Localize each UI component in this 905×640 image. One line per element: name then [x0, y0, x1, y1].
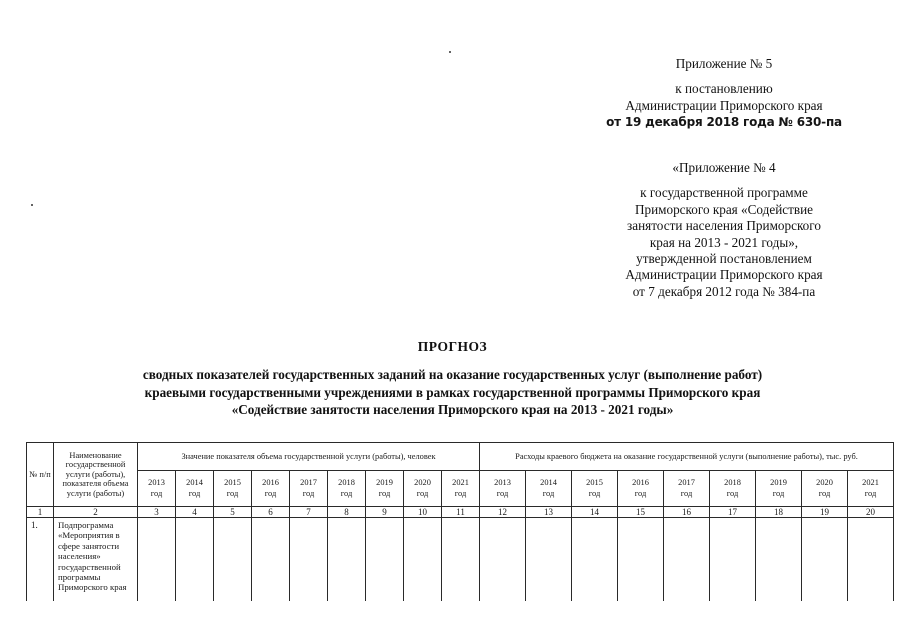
scan-speck	[31, 204, 33, 206]
row-number: 1.	[27, 518, 54, 602]
year-header: 2017 год	[290, 471, 328, 507]
year-header: 2017 год	[664, 471, 710, 507]
forecast-table	[26, 442, 894, 601]
program-appendix-block	[604, 160, 844, 300]
column-number: 15	[618, 507, 664, 518]
column-number: 20	[848, 507, 894, 518]
table-cell	[618, 518, 664, 602]
table-cell	[526, 518, 572, 602]
subtitle-line: «Содействие занятости населения Приморского края на 2013 - 2021 годы»	[231, 402, 674, 417]
table-cell	[848, 518, 894, 602]
year-header: 2021 год	[442, 471, 480, 507]
year-header: 2020 год	[802, 471, 848, 507]
year-header: 2015 год	[214, 471, 252, 507]
year-header: 2014 год	[526, 471, 572, 507]
column-header-number: № п/п	[27, 443, 54, 507]
column-group-budget: Расходы краевого бюджета на оказание государственной услуги (выполнение работы), тыс. руб.	[480, 443, 894, 471]
program-appendix-line: к государственной программе	[640, 185, 808, 201]
table-cell	[404, 518, 442, 602]
table-cell	[802, 518, 848, 602]
column-number: 7	[290, 507, 328, 518]
program-appendix-line: Приморского края «Содействие	[634, 201, 814, 217]
scan-speck	[449, 51, 451, 53]
document-subtitle	[0, 366, 905, 419]
table-cell	[664, 518, 710, 602]
program-appendix-line: утвержденной постановлением	[636, 251, 812, 267]
year-header: 2019 год	[366, 471, 404, 507]
column-group-volume: Значение показателя объема государственной услуги (работы), человек	[138, 443, 480, 471]
column-number: 11	[442, 507, 480, 518]
column-number: 3	[138, 507, 176, 518]
year-header: 2016 год	[618, 471, 664, 507]
table-cell	[756, 518, 802, 602]
year-header: 2015 год	[572, 471, 618, 507]
table-cell	[710, 518, 756, 602]
subtitle-line: краевыми государственными учреждениями в рамках государственной программы Приморского края	[144, 384, 761, 400]
table-cell	[252, 518, 290, 602]
program-appendix-line: края на 2013 - 2021 годы»,	[649, 234, 799, 250]
row-name: Подпрограмма «Мероприятия в сфере занятости населения» государственной программы Приморского края	[54, 518, 138, 602]
appendix-block	[604, 56, 844, 131]
column-number: 2	[54, 507, 138, 518]
year-header: 2018 год	[328, 471, 366, 507]
appendix-to-resolution: к постановлению	[675, 81, 773, 97]
appendix-date-number: от 19 декабря 2018 года № 630-па	[606, 115, 842, 130]
table-cell	[480, 518, 526, 602]
year-header: 2020 год	[404, 471, 442, 507]
column-number-row	[27, 507, 894, 518]
appendix-administration: Администрации Приморского края	[625, 97, 823, 113]
appendix-number: Приложение № 5	[675, 56, 773, 71]
column-header-name: Наименование государственной услуги (работы), показателя объема услуги (работы)	[54, 443, 138, 507]
subtitle-line: сводных показателей государственных заданий на оказание государственных услуг (выполнение работ)	[142, 367, 763, 382]
year-header: 2019 год	[756, 471, 802, 507]
program-appendix-line: занятости населения Приморского	[627, 218, 821, 234]
year-header: 2018 год	[710, 471, 756, 507]
column-number: 8	[328, 507, 366, 518]
table-cell	[214, 518, 252, 602]
table-cell	[290, 518, 328, 602]
program-appendix-line: от 7 декабря 2012 года № 384-па	[632, 283, 816, 299]
column-number: 10	[404, 507, 442, 518]
year-header-row	[27, 471, 894, 507]
table-cell	[366, 518, 404, 602]
column-number: 19	[802, 507, 848, 518]
table-cell	[328, 518, 366, 602]
column-number: 17	[710, 507, 756, 518]
year-header: 2013 год	[480, 471, 526, 507]
table-cell	[442, 518, 480, 602]
column-number: 6	[252, 507, 290, 518]
column-number: 12	[480, 507, 526, 518]
year-header: 2013 год	[138, 471, 176, 507]
year-header: 2021 год	[848, 471, 894, 507]
column-number: 13	[526, 507, 572, 518]
table-cell	[176, 518, 214, 602]
column-number: 4	[176, 507, 214, 518]
column-number: 9	[366, 507, 404, 518]
year-header: 2016 год	[252, 471, 290, 507]
table-row	[27, 518, 894, 602]
table-cell	[572, 518, 618, 602]
column-number: 18	[756, 507, 802, 518]
column-number: 14	[572, 507, 618, 518]
table-cell	[138, 518, 176, 602]
program-appendix-line: Администрации Приморского края	[625, 267, 823, 283]
column-number: 5	[214, 507, 252, 518]
year-header: 2014 год	[176, 471, 214, 507]
column-number: 16	[664, 507, 710, 518]
program-appendix-number: «Приложение № 4	[672, 160, 776, 175]
document-title: ПРОГНОЗ	[417, 339, 488, 354]
column-number: 1	[27, 507, 54, 518]
